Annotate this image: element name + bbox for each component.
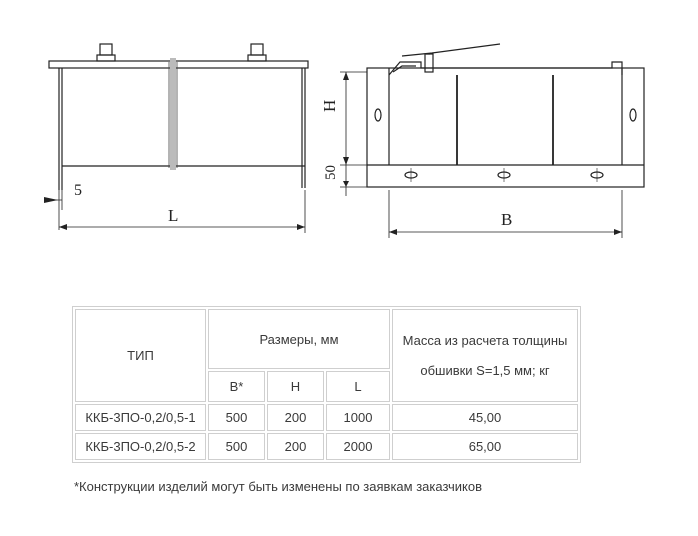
subheader-h: H [267, 371, 324, 402]
cell-mass: 45,00 [392, 404, 578, 431]
dim-l-label: L [168, 206, 179, 225]
table-row [75, 404, 578, 431]
cell-mass: 65,00 [392, 433, 578, 460]
dim-5-label: 5 [74, 182, 82, 199]
header-type: ТИП [75, 309, 206, 402]
header-mass [392, 309, 578, 402]
table-row [75, 433, 578, 460]
latch-left [100, 44, 112, 55]
latch-right [251, 44, 263, 55]
cell-type: ККБ-3ПО-0,2/0,5-2 [75, 433, 206, 460]
dim-h-label: H [320, 99, 339, 112]
side-view [340, 44, 644, 238]
header-mass-line2: обшивки S=1,5 мм; кг [420, 362, 550, 378]
subheader-l: L [326, 371, 390, 402]
header-dimensions: Размеры, мм [208, 309, 390, 369]
specification-table [72, 306, 581, 463]
cell-h: 200 [267, 433, 324, 460]
cell-h: 200 [267, 404, 324, 431]
cell-b: 500 [208, 433, 265, 460]
header-mass-line1: Масса из расчета толщины [402, 332, 568, 348]
front-view [44, 44, 308, 233]
dim-50-label: 50 [323, 165, 339, 180]
cell-l: 2000 [326, 433, 390, 460]
cell-l: 1000 [326, 404, 390, 431]
dim-b-label: B [501, 210, 513, 229]
footnote: *Конструкции изделий могут быть изменены по заявкам заказчиков [74, 479, 482, 494]
cell-b: 500 [208, 404, 265, 431]
cell-type: ККБ-3ПО-0,2/0,5-1 [75, 404, 206, 431]
subheader-b: B* [208, 371, 265, 402]
